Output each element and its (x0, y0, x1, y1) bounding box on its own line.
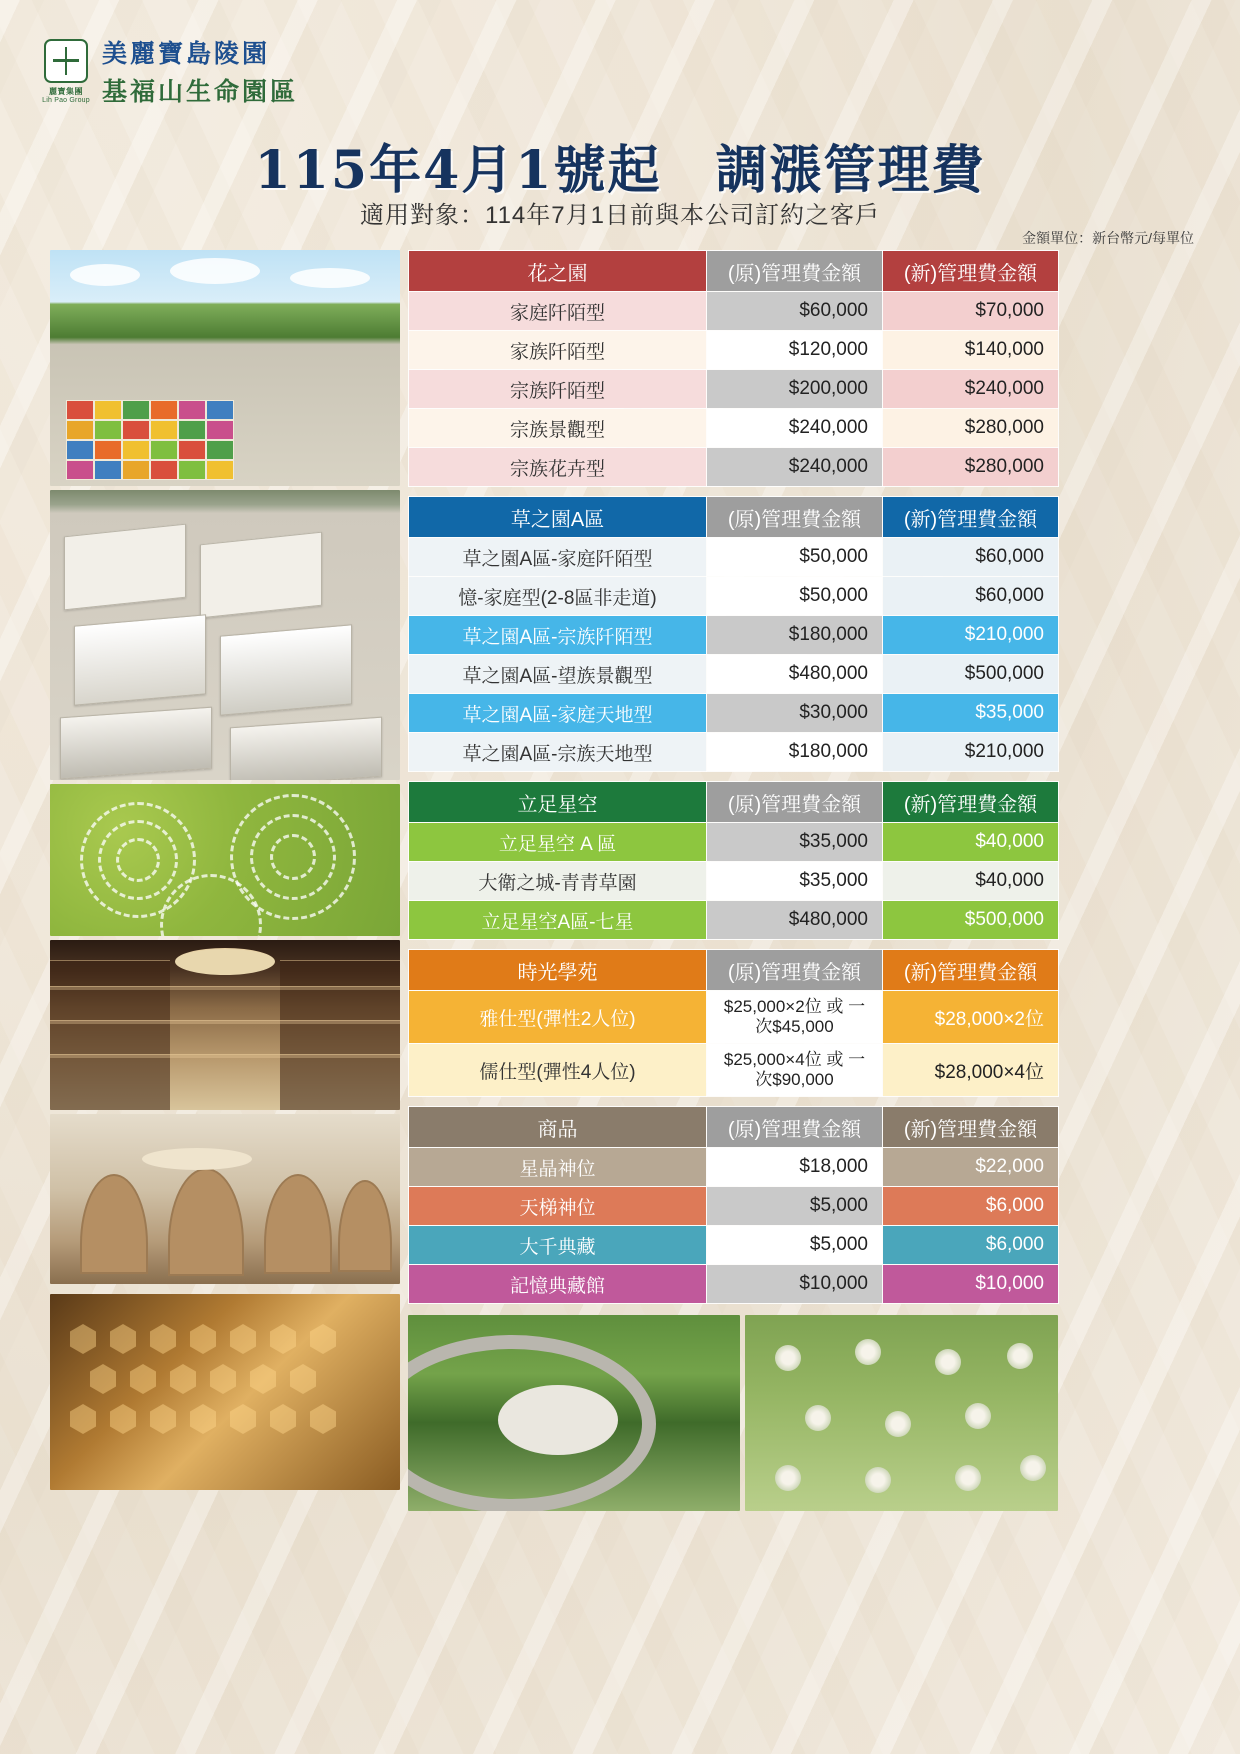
table-row (409, 448, 1059, 487)
photo-grass-garden-stone-slabs (50, 490, 400, 780)
row-new-price: $40,000 (883, 823, 1059, 862)
row-new-price: $210,000 (883, 616, 1059, 655)
row-new-price: $6,000 (883, 1187, 1059, 1226)
table-starfield (408, 781, 1059, 940)
row-old-price: $18,000 (707, 1148, 883, 1187)
table-header-row (409, 497, 1059, 538)
row-old-price: $60,000 (707, 292, 883, 331)
col-old-price: (原)管理費金額 (707, 251, 883, 292)
brand-logo (40, 34, 298, 108)
table-row (409, 991, 1059, 1044)
table-row (409, 538, 1059, 577)
row-name: 草之園A區-望族景觀型 (409, 655, 707, 694)
col-new-price: (新)管理費金額 (883, 251, 1059, 292)
row-new-price: $28,000×2位 (883, 991, 1059, 1044)
col-new-price: (新)管理費金額 (883, 497, 1059, 538)
photo-domed-memorial-hall (50, 1114, 400, 1284)
logo-square-icon (44, 39, 88, 83)
table-row (409, 733, 1059, 772)
table-row (409, 370, 1059, 409)
bottom-photo-strip-right (408, 1315, 1058, 1511)
row-name: 宗族花卉型 (409, 448, 707, 487)
col-old-price: (原)管理費金額 (707, 497, 883, 538)
table-row (409, 1148, 1059, 1187)
row-name: 立足星空 A 區 (409, 823, 707, 862)
table-row (409, 655, 1059, 694)
row-old-price: $10,000 (707, 1265, 883, 1304)
row-old-price: $240,000 (707, 448, 883, 487)
table-row (409, 1044, 1059, 1097)
row-old-price: $200,000 (707, 370, 883, 409)
table-row (409, 862, 1059, 901)
table-row (409, 1265, 1059, 1304)
row-new-price: $500,000 (883, 655, 1059, 694)
logo-group-name-en: Lih Pao Group (42, 96, 90, 104)
row-old-price: $180,000 (707, 616, 883, 655)
row-old-price: $240,000 (707, 409, 883, 448)
row-old-price: $30,000 (707, 694, 883, 733)
photo-landscaped-garden-path (408, 1315, 740, 1511)
row-new-price: $22,000 (883, 1148, 1059, 1187)
row-name: 記憶典藏館 (409, 1265, 707, 1304)
brand-line-1: 美麗寶島陵園 (102, 39, 271, 68)
row-name: 草之園A區-宗族阡陌型 (409, 616, 707, 655)
price-tables (408, 250, 1058, 1511)
photo-golden-honeycomb-niches (50, 1294, 400, 1490)
table-header-row (409, 950, 1059, 991)
photo-column (50, 250, 400, 1490)
table-header-row (409, 782, 1059, 823)
section-title: 草之園A區 (409, 497, 707, 538)
row-name: 星晶神位 (409, 1148, 707, 1187)
row-new-price: $280,000 (883, 409, 1059, 448)
row-name: 草之園A區-家庭天地型 (409, 694, 707, 733)
row-new-price: $10,000 (883, 1265, 1059, 1304)
section-title: 立足星空 (409, 782, 707, 823)
row-new-price: $280,000 (883, 448, 1059, 487)
row-new-price: $6,000 (883, 1226, 1059, 1265)
content-area (50, 250, 1198, 1511)
col-new-price: (新)管理費金額 (883, 1107, 1059, 1148)
table-row (409, 823, 1059, 862)
row-old-price: $5,000 (707, 1226, 883, 1265)
bottom-photo-strip (50, 1294, 400, 1490)
photo-flower-garden-aerial (50, 250, 400, 486)
table-row (409, 292, 1059, 331)
row-name: 憶-家庭型(2-8區非走道) (409, 577, 707, 616)
table-row (409, 616, 1059, 655)
row-old-price: $5,000 (707, 1187, 883, 1226)
brand-line-2: 基福山生命園區 (102, 77, 299, 106)
row-name: 草之園A區-宗族天地型 (409, 733, 707, 772)
col-old-price: (原)管理費金額 (707, 950, 883, 991)
row-name: 立足星空A區-七星 (409, 901, 707, 940)
row-old-price: $25,000×4位 或 一次$90,000 (707, 1044, 883, 1097)
page-subtitle: 適用對象：114年7月1日前與本公司訂約之客戶 (360, 202, 880, 229)
row-name: 大衛之城-青青草園 (409, 862, 707, 901)
row-name: 雅仕型(彈性2人位) (409, 991, 707, 1044)
table-time-academy (408, 949, 1059, 1097)
table-row (409, 1187, 1059, 1226)
row-name: 儒仕型(彈性4人位) (409, 1044, 707, 1097)
two-column-layout (50, 250, 1198, 1511)
row-new-price: $240,000 (883, 370, 1059, 409)
table-row (409, 901, 1059, 940)
row-new-price: $500,000 (883, 901, 1059, 940)
logo-group-name-cn: 麗寶集團 (49, 86, 83, 96)
row-new-price: $40,000 (883, 862, 1059, 901)
table-row (409, 331, 1059, 370)
table-header-row (409, 251, 1059, 292)
row-old-price: $35,000 (707, 862, 883, 901)
lihpao-logo-icon (40, 39, 92, 104)
row-old-price: $480,000 (707, 901, 883, 940)
row-old-price: $480,000 (707, 655, 883, 694)
col-old-price: (原)管理費金額 (707, 782, 883, 823)
row-old-price: $50,000 (707, 538, 883, 577)
row-name: 天梯神位 (409, 1187, 707, 1226)
row-new-price: $70,000 (883, 292, 1059, 331)
table-products (408, 1106, 1059, 1304)
currency-unit-note: 金額單位：新台幣元/每單位 (1022, 230, 1194, 246)
photo-tree-burial-lawn (745, 1315, 1058, 1511)
table-header-row (409, 1107, 1059, 1148)
row-new-price: $28,000×4位 (883, 1044, 1059, 1097)
table-grass-garden-a (408, 496, 1059, 772)
page-title: 115年4月1號起 調漲管理費 (254, 140, 986, 201)
row-name: 家族阡陌型 (409, 331, 707, 370)
row-new-price: $140,000 (883, 331, 1059, 370)
photo-columbarium-library-hall (50, 940, 400, 1110)
row-new-price: $60,000 (883, 577, 1059, 616)
row-name: 宗族阡陌型 (409, 370, 707, 409)
col-old-price: (原)管理費金額 (707, 1107, 883, 1148)
table-row (409, 577, 1059, 616)
table-row (409, 409, 1059, 448)
section-title: 時光學苑 (409, 950, 707, 991)
row-name: 宗族景觀型 (409, 409, 707, 448)
row-name: 家庭阡陌型 (409, 292, 707, 331)
row-old-price: $50,000 (707, 577, 883, 616)
table-flower-garden (408, 250, 1059, 487)
table-row (409, 694, 1059, 733)
col-new-price: (新)管理費金額 (883, 950, 1059, 991)
section-title: 商品 (409, 1107, 707, 1148)
row-name: 草之園A區-家庭阡陌型 (409, 538, 707, 577)
section-title: 花之園 (409, 251, 707, 292)
table-row (409, 1226, 1059, 1265)
row-old-price: $120,000 (707, 331, 883, 370)
row-name: 大千典藏 (409, 1226, 707, 1265)
row-old-price: $180,000 (707, 733, 883, 772)
row-old-price: $35,000 (707, 823, 883, 862)
photo-starfield-circular-lawn (50, 784, 400, 936)
row-new-price: $210,000 (883, 733, 1059, 772)
col-new-price: (新)管理費金額 (883, 782, 1059, 823)
row-new-price: $35,000 (883, 694, 1059, 733)
row-new-price: $60,000 (883, 538, 1059, 577)
brand-text (102, 34, 298, 108)
row-old-price: $25,000×2位 或 一次$45,000 (707, 991, 883, 1044)
